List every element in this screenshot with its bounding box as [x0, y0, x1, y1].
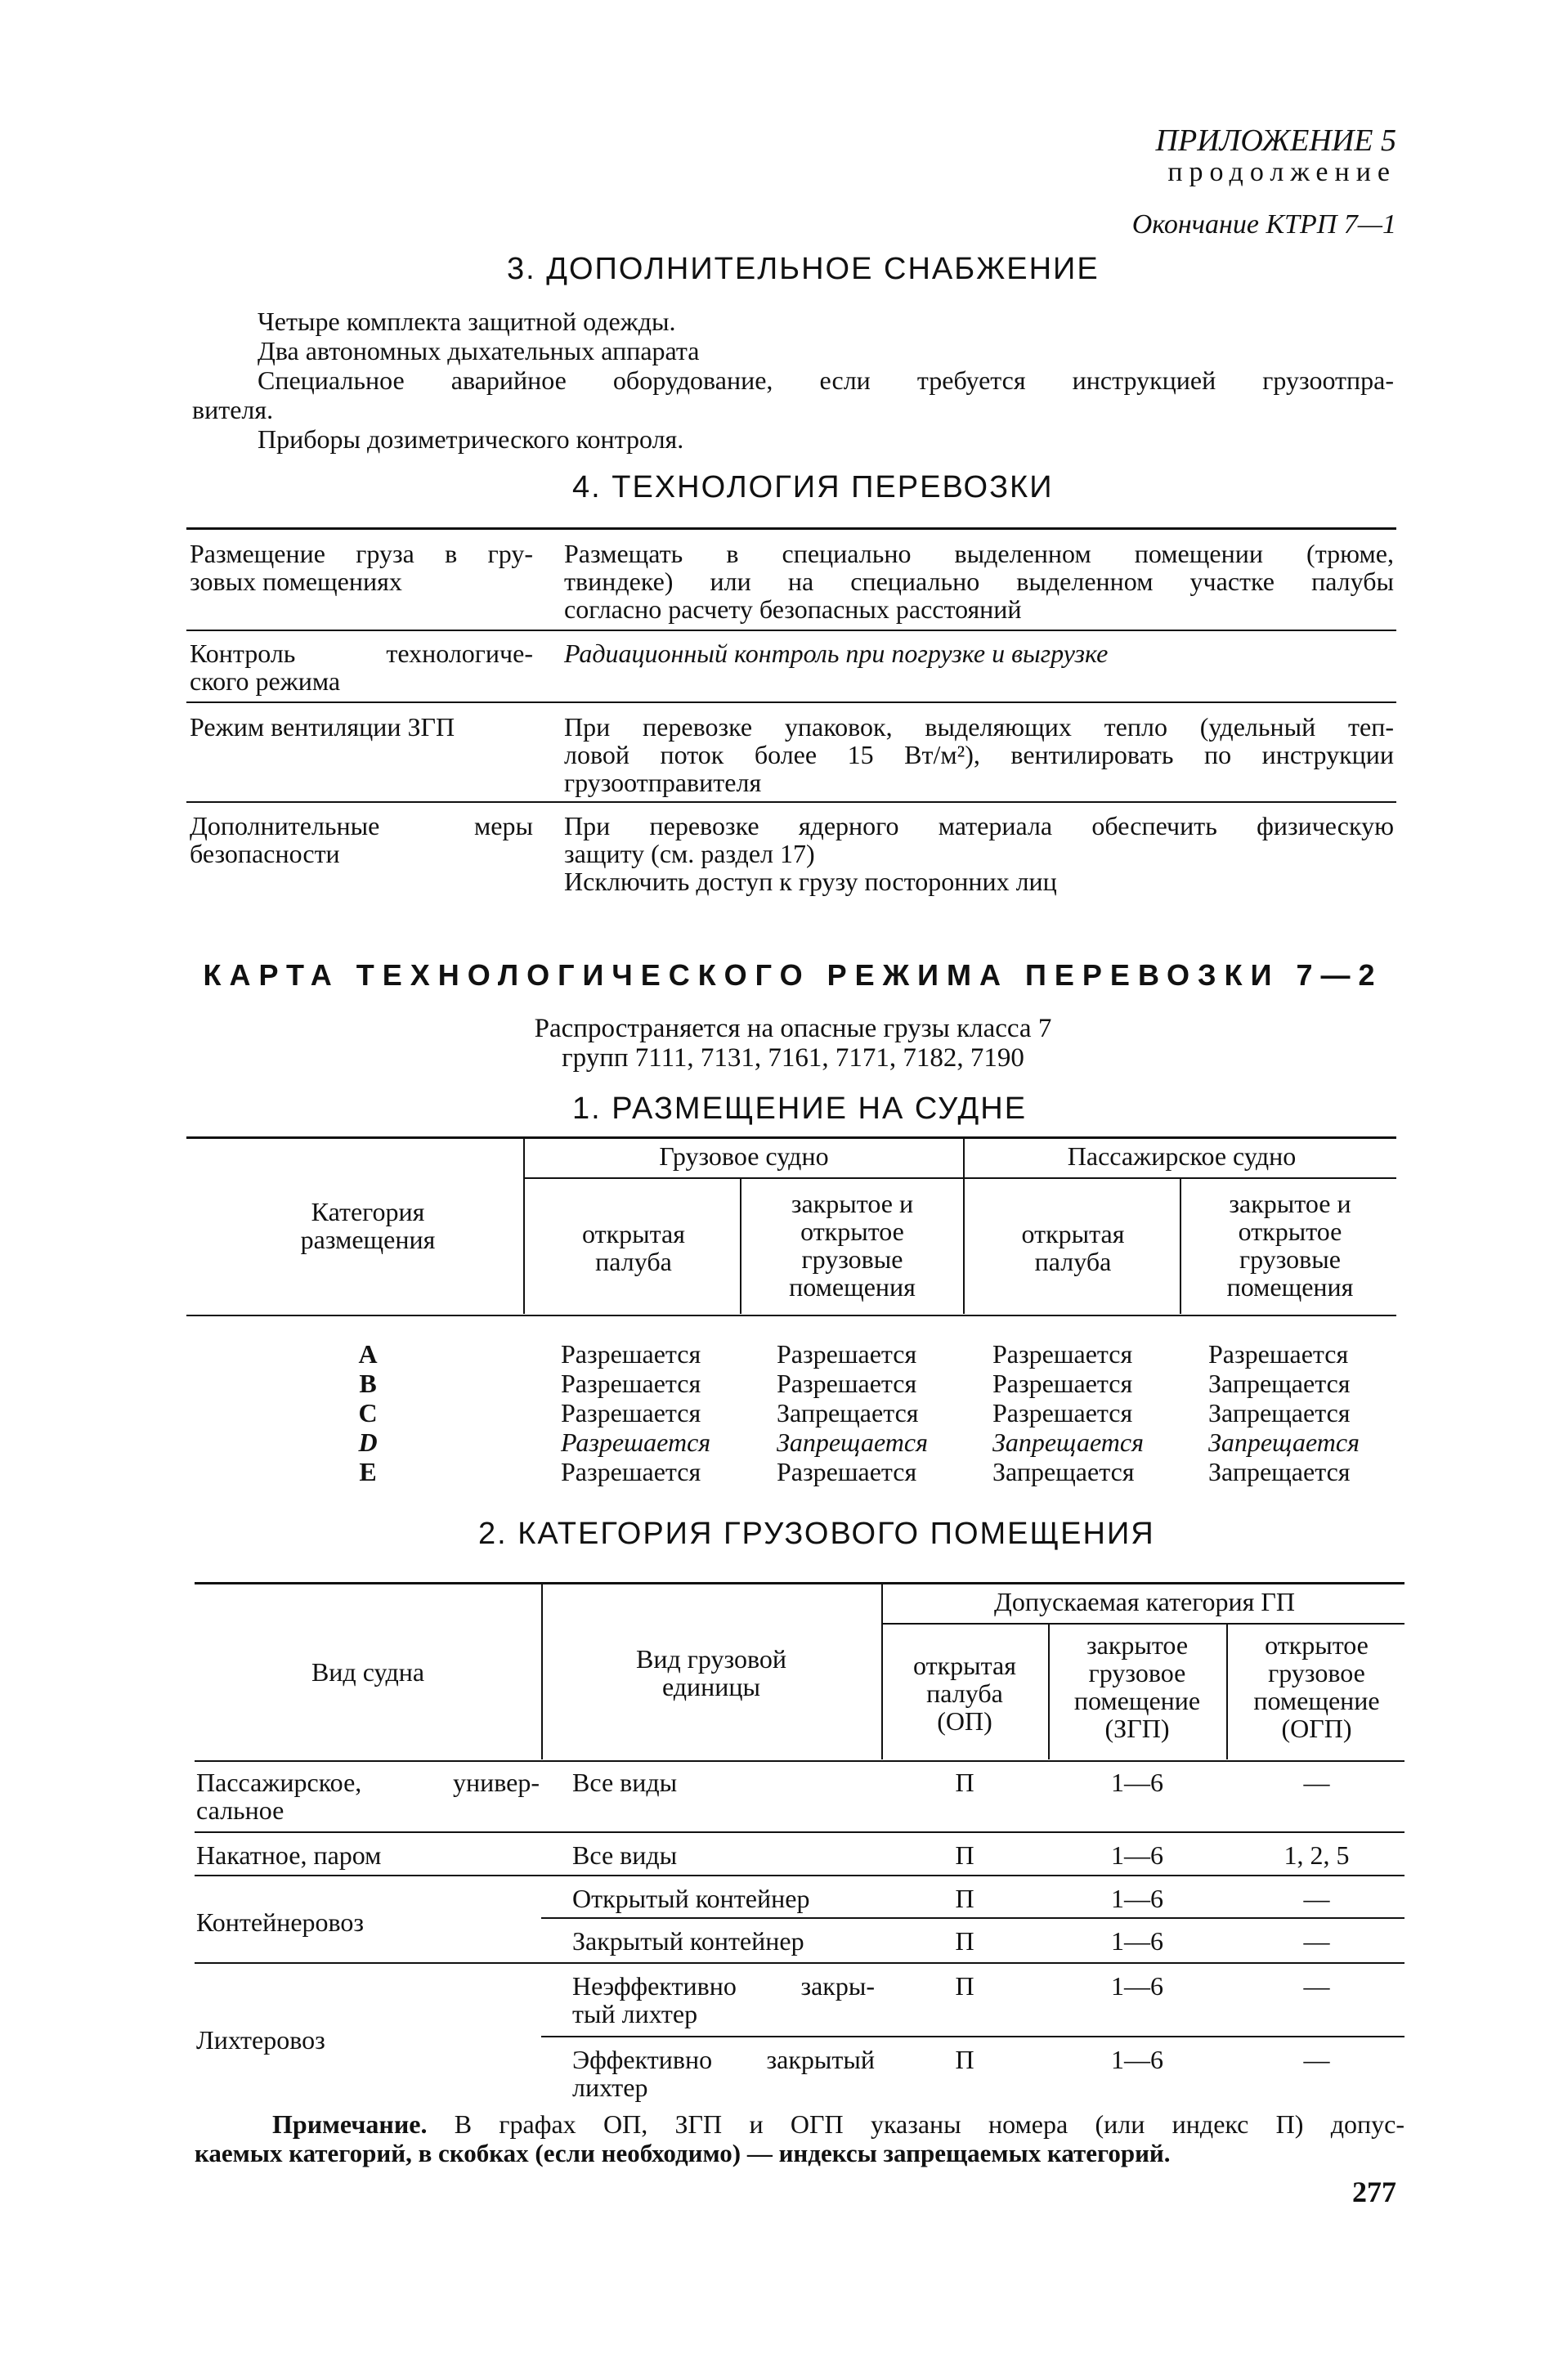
label-line: безопасности — [190, 839, 340, 868]
s3-line: Два автономных дыхательных аппарата — [258, 336, 700, 365]
ship-cell: Лихтеровоз — [196, 2025, 325, 2055]
sub-closed-passenger — [1184, 1190, 1396, 1301]
tech-row-label — [190, 540, 533, 595]
header-op — [883, 1652, 1046, 1735]
table-rule — [523, 1177, 1396, 1179]
header-unit-type — [544, 1645, 879, 1701]
text-line: При перевозке упаковок, выделяющих тепло (удельный теп- — [564, 712, 1394, 742]
header-line: открытая — [1021, 1219, 1125, 1248]
note-text: В графах ОП, ЗГП и ОГП указаны номера (или индекс П) допус- — [454, 2109, 1405, 2139]
table-rule — [195, 1875, 1404, 1876]
perm-value: Разрешается — [777, 1369, 917, 1398]
zgp-cell: 1—6 — [1111, 1926, 1163, 1956]
sub-open-passenger — [969, 1220, 1177, 1275]
ogp-cell: — — [1303, 1768, 1330, 1797]
header-line: открытая — [913, 1651, 1016, 1680]
table-rule — [195, 1760, 1404, 1762]
category-label: E — [359, 1457, 377, 1486]
category-column — [343, 1339, 392, 1486]
category-label: B — [359, 1369, 377, 1398]
header-line: закрытое и — [1229, 1189, 1351, 1218]
op-cell: П — [955, 1884, 974, 1913]
table-rule — [195, 1831, 1404, 1833]
placement-title: 1. РАЗМЕЩЕНИЕ НА СУДНЕ — [572, 1091, 1028, 1126]
perm-value: Запрещается — [777, 1398, 919, 1427]
col-rule — [523, 1138, 525, 1314]
perm-col-passenger-open — [992, 1339, 1144, 1486]
text-line: При перевозке ядерного материала обеспечить физическую — [564, 811, 1394, 840]
unit-line: Эффективно закрытый — [572, 2045, 875, 2074]
header-line: (ОП) — [937, 1706, 992, 1736]
op-cell: П — [955, 1768, 974, 1797]
perm-col-cargo-open — [561, 1339, 710, 1486]
header-line: Категория — [311, 1197, 425, 1226]
perm-col-passenger-closed — [1208, 1339, 1360, 1486]
note-label: Примечание. — [272, 2109, 428, 2139]
header-zgp — [1051, 1631, 1224, 1742]
ship-cell: Контейнеровоз — [196, 1907, 365, 1937]
header-line: палуба — [595, 1247, 672, 1276]
section4-title: 4. ТЕХНОЛОГИЯ ПЕРЕВОЗКИ — [572, 470, 1054, 504]
text-line: защиту (см. раздел 17) — [564, 839, 815, 868]
label-line: зовых помещениях — [190, 567, 402, 596]
header-allowed-category: Допускаемая категория ГП — [994, 1587, 1295, 1616]
note-line — [195, 2109, 1404, 2139]
unit-cell — [572, 1972, 875, 2028]
header-line: открытое — [1265, 1630, 1369, 1660]
unit-line: тый лихтер — [572, 1999, 698, 2028]
op-cell: П — [955, 1926, 974, 1956]
s3-line: Четыре комплекта защитной одежды. — [258, 307, 676, 336]
s3-line: Приборы дозиметрического контроля. — [258, 424, 684, 454]
zgp-cell: 1—6 — [1111, 1884, 1163, 1913]
perm-value: Разрешается — [561, 1398, 701, 1427]
header-passenger-ship: Пассажирское судно — [1067, 1141, 1297, 1171]
note-line: каемых категорий, в скобках (если необходимо) — индексы запрещаемых категорий. — [195, 2139, 1171, 2167]
col-rule — [740, 1177, 741, 1314]
perm-value: Разрешается — [1208, 1339, 1349, 1369]
end-note: Окончание КТРП 7—1 — [1131, 209, 1396, 240]
perm-value: Запрещается — [992, 1457, 1135, 1486]
s3-line: вителя. — [192, 395, 274, 424]
tech-row-label — [190, 639, 533, 695]
text-line: твиндеке) или на специально выделенном участке палубы — [564, 567, 1394, 596]
header-line: открытое — [1238, 1217, 1342, 1246]
header-line: грузовые — [1239, 1244, 1341, 1274]
zgp-cell: 1—6 — [1111, 1768, 1163, 1797]
tech-row-text — [564, 639, 1394, 667]
perm-col-cargo-closed — [777, 1339, 928, 1486]
perm-value: Разрешается — [992, 1369, 1133, 1398]
subtitle-line: групп 7111, 7131, 7161, 7171, 7182, 7190 — [562, 1043, 1024, 1073]
table-rule — [186, 527, 1396, 530]
col-rule — [1226, 1625, 1228, 1759]
ship-line: сальное — [196, 1795, 284, 1825]
label-line: Контроль технологиче- — [190, 639, 533, 668]
op-cell: П — [955, 1971, 974, 2001]
sub-closed-cargo — [744, 1190, 961, 1301]
perm-value: Запрещается — [992, 1427, 1144, 1457]
perm-value: Разрешается — [561, 1427, 711, 1457]
holds-title: 2. КАТЕГОРИЯ ГРУЗОВОГО ПОМЕЩЕНИЯ — [478, 1517, 1155, 1551]
unit-cell — [572, 2046, 875, 2101]
header-line: помещение — [1073, 1686, 1201, 1715]
header-line: грузовое — [1268, 1658, 1365, 1687]
table-rule — [186, 801, 1396, 803]
category-label: A — [358, 1339, 378, 1369]
zgp-cell: 1—6 — [1111, 1840, 1163, 1870]
label-line: Размещение груза в гру- — [190, 539, 533, 568]
table-rule — [186, 701, 1396, 703]
ogp-cell: — — [1303, 2045, 1330, 2074]
header-category — [245, 1198, 491, 1253]
header-cargo-ship: Грузовое судно — [659, 1141, 829, 1171]
header-line: закрытое — [1086, 1630, 1189, 1660]
op-cell: П — [955, 2045, 974, 2074]
perm-value: Разрешается — [561, 1369, 701, 1398]
label-line: Дополнительные меры — [190, 811, 533, 840]
table-rule — [881, 1623, 1404, 1625]
unit-line: Неэффективно закры- — [572, 1971, 875, 2001]
header-line: палуба — [926, 1678, 1003, 1708]
tech-row-label — [190, 812, 533, 867]
header-line: помещения — [789, 1272, 916, 1302]
tech-row-label — [190, 713, 533, 741]
unit-cell: Все виды — [572, 1840, 678, 1870]
header-ogp — [1229, 1631, 1404, 1742]
text-line: Исключить доступ к грузу посторонних лиц — [564, 867, 1057, 896]
unit-cell: Закрытый контейнер — [572, 1926, 804, 1956]
ship-cell — [196, 1768, 540, 1824]
card-subtitle — [188, 1014, 1398, 1073]
ogp-cell: — — [1303, 1884, 1330, 1913]
header-line: помещение — [1253, 1686, 1380, 1715]
continuation-label: продолжение — [1167, 157, 1396, 187]
perm-value: Запрещается — [1208, 1369, 1351, 1398]
text-line: грузоотправителя — [564, 768, 762, 797]
perm-value: Запрещается — [1208, 1398, 1351, 1427]
ship-cell: Накатное, паром — [196, 1840, 382, 1870]
perm-value: Разрешается — [992, 1339, 1133, 1369]
col-rule — [963, 1138, 965, 1314]
col-rule — [541, 1584, 543, 1759]
text-line: Радиационный контроль при погрузке и выгрузке — [564, 639, 1109, 668]
header-line: открытое — [800, 1217, 904, 1246]
perm-value: Разрешается — [992, 1398, 1133, 1427]
category-label: D — [358, 1427, 378, 1457]
table-rule — [195, 1582, 1404, 1584]
table-rule — [541, 2036, 1404, 2037]
table-rule — [186, 1315, 1396, 1316]
subtitle-line: Распространяется на опасные грузы класса 7 — [534, 1014, 1052, 1043]
tech-row-text — [564, 713, 1394, 796]
tech-row-text — [564, 812, 1394, 895]
header-ship-type: Вид судна — [311, 1657, 425, 1687]
header-line: размещения — [300, 1225, 436, 1254]
sub-open-cargo — [531, 1220, 736, 1275]
text-line: согласно расчету безопасных расстояний — [564, 594, 1022, 624]
section3-title: 3. ДОПОЛНИТЕЛЬНОЕ СНАБЖЕНИЕ — [507, 252, 1100, 286]
zgp-cell: 1—6 — [1111, 1971, 1163, 2001]
ogp-cell: 1, 2, 5 — [1284, 1840, 1350, 1870]
perm-value: Разрешается — [561, 1457, 701, 1486]
zgp-cell: 1—6 — [1111, 2045, 1163, 2074]
col-rule — [1048, 1625, 1050, 1759]
text-line: Размещать в специально выделенном помещении (трюме, — [564, 539, 1394, 568]
category-label: C — [358, 1398, 378, 1427]
header-line: единицы — [661, 1672, 761, 1701]
perm-value: Запрещается — [1208, 1457, 1351, 1486]
label-line: Режим вентиляции ЗГП — [190, 712, 455, 742]
text-line: ловой поток более 15 Вт/м²), вентилировать по инструкции — [564, 740, 1394, 769]
perm-value: Разрешается — [777, 1339, 917, 1369]
section3-body — [192, 307, 1394, 454]
table-rule — [186, 1136, 1396, 1139]
perm-value: Запрещается — [777, 1427, 928, 1457]
perm-value: Запрещается — [1208, 1427, 1360, 1457]
tech-row-text — [564, 540, 1394, 623]
appendix-title: ПРИЛОЖЕНИЕ 5 — [1155, 123, 1396, 158]
page-number: 277 — [1352, 2176, 1396, 2208]
op-cell: П — [955, 1840, 974, 1870]
col-rule — [1180, 1177, 1181, 1314]
ogp-cell: — — [1303, 1971, 1330, 2001]
table-rule — [186, 630, 1396, 631]
s3-line: Специальное аварийное оборудование, если требуется инструкцией грузоотпра- — [258, 365, 1394, 395]
header-line: Вид грузовой — [636, 1644, 786, 1674]
header-line: (ЗГП) — [1104, 1714, 1170, 1743]
ship-line: Пассажирское, универ- — [196, 1768, 540, 1797]
note — [195, 2109, 1404, 2168]
header-line: грузовое — [1088, 1658, 1186, 1687]
label-line: ского режима — [190, 666, 341, 696]
header-line: открытая — [582, 1219, 685, 1248]
unit-cell: Открытый контейнер — [572, 1884, 810, 1913]
perm-value: Разрешается — [777, 1457, 917, 1486]
header-line: помещения — [1226, 1272, 1354, 1302]
header-line: закрытое и — [791, 1189, 914, 1218]
unit-cell: Все виды — [572, 1768, 678, 1797]
perm-value: Разрешается — [561, 1339, 701, 1369]
table-rule — [195, 1962, 1404, 1964]
table-rule — [541, 1917, 1404, 1919]
card-title: КАРТА ТЕХНОЛОГИЧЕСКОГО РЕЖИМА ПЕРЕВОЗКИ 7—2 — [203, 958, 1383, 992]
header-line: грузовые — [801, 1244, 903, 1274]
header-line: палуба — [1034, 1247, 1112, 1276]
header-line: (ОГП) — [1281, 1714, 1352, 1743]
unit-line: лихтер — [572, 2073, 648, 2102]
ogp-cell: — — [1303, 1926, 1330, 1956]
